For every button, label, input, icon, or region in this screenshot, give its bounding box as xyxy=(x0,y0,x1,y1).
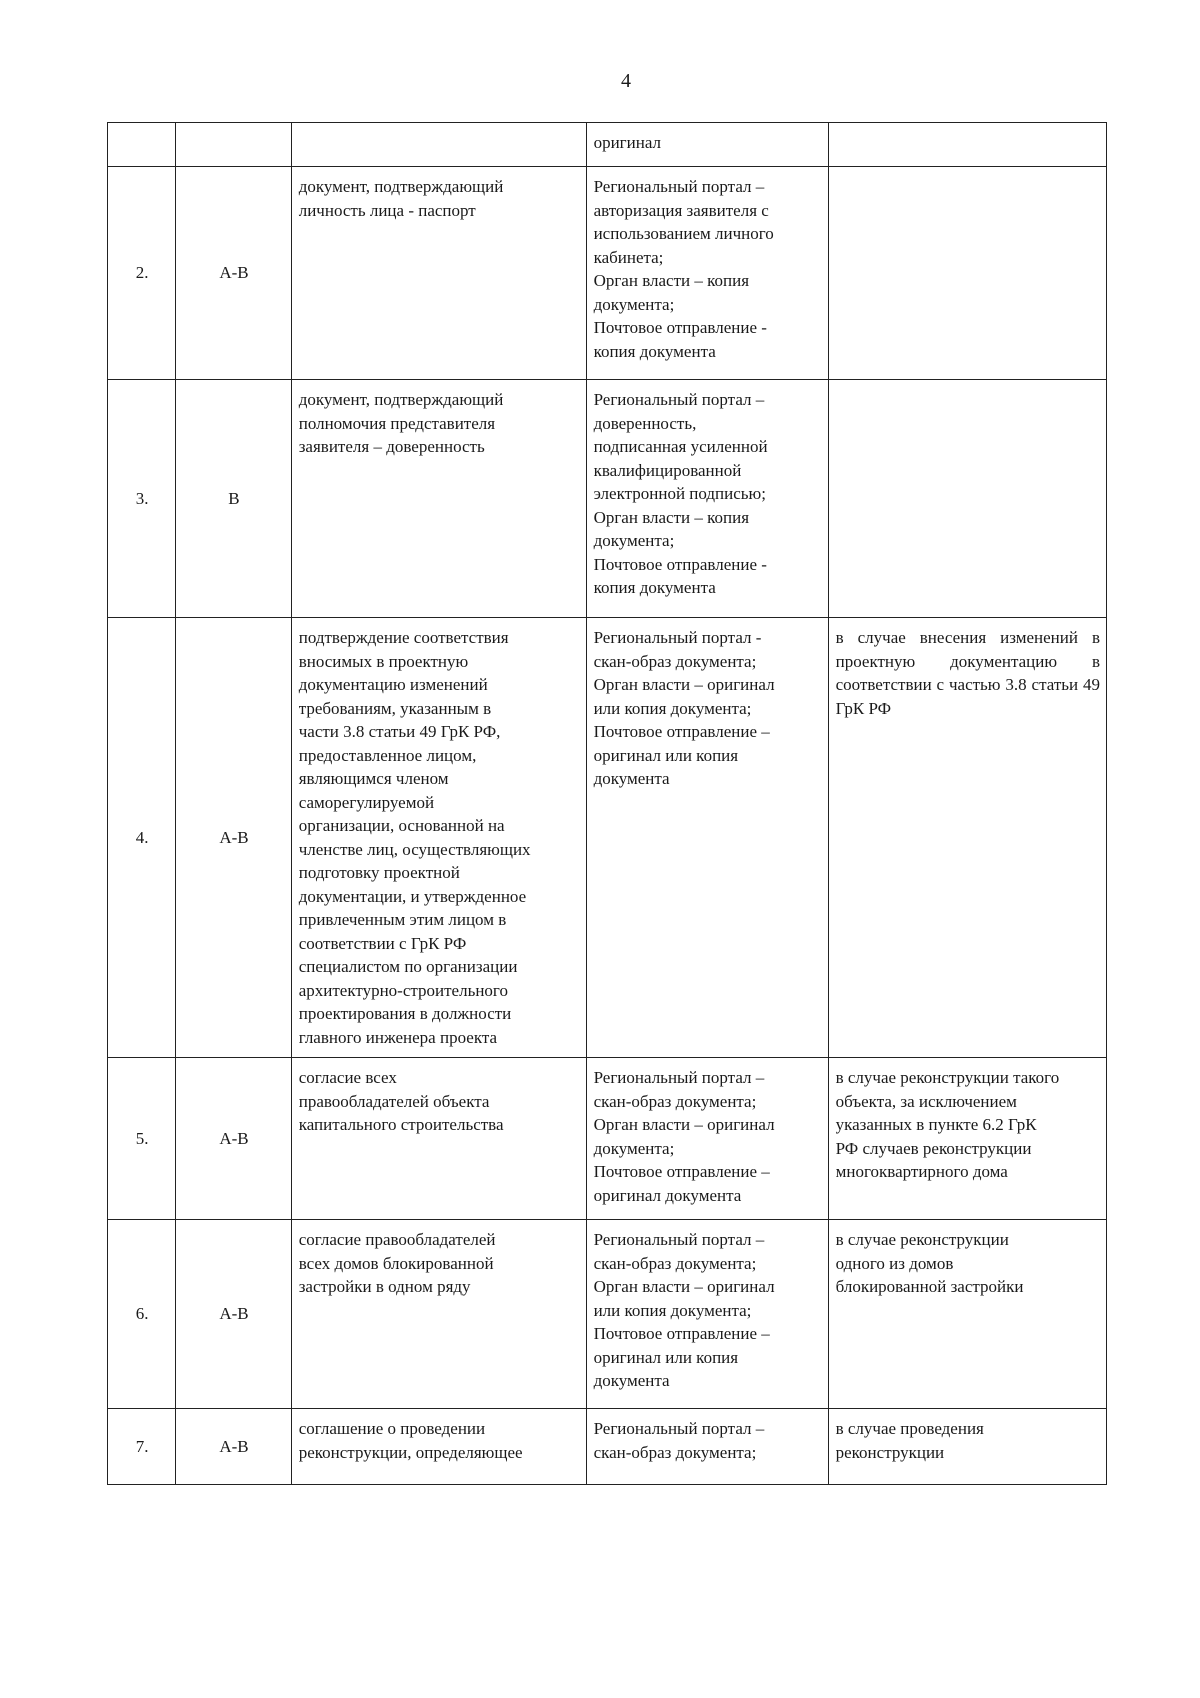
applicant-category: В xyxy=(176,380,292,618)
table-row xyxy=(108,618,1107,1058)
submission-condition: в случае реконструкции такого объекта, за исключением указанных в пункте 6.2 ГрК РФ случаев реконструкции многоквартирного дома xyxy=(828,1058,1106,1220)
submission-condition: в случае реконструкции одного из домов блокированной застройки xyxy=(828,1220,1106,1409)
row-number: 3. xyxy=(108,380,176,618)
submission-condition xyxy=(828,167,1106,380)
document-name: согласие всех правообладателей объекта капитального строительства xyxy=(291,1058,586,1220)
applicant-category xyxy=(176,123,292,167)
applicant-category: А-В xyxy=(176,618,292,1058)
submission-condition xyxy=(828,123,1106,167)
row-number: 5. xyxy=(108,1058,176,1220)
document-name: соглашение о проведении реконструкции, определяющее xyxy=(291,1409,586,1485)
row-number: 6. xyxy=(108,1220,176,1409)
table-row xyxy=(108,1058,1107,1220)
submission-form: Региональный портал – авторизация заявителя с использованием личного кабинета; Орган власти – копия документа; Почтовое отправление - копия документа xyxy=(586,167,828,380)
document-name: согласие правообладателей всех домов блокированной застройки в одном ряду xyxy=(291,1220,586,1409)
table-row xyxy=(108,167,1107,380)
table-row xyxy=(108,380,1107,618)
table-row xyxy=(108,1220,1107,1409)
document-name: документ, подтверждающий личность лица - паспорт xyxy=(291,167,586,380)
submission-condition: в случае внесения изменений в проектную документацию в соответствии с частью 3.8 статьи 49 ГрК РФ xyxy=(828,618,1106,1058)
applicant-category: А-В xyxy=(176,1220,292,1409)
submission-form: Региональный портал – скан-образ документа; Орган власти – оригинал документа; Почтовое отправление – оригинал документа xyxy=(586,1058,828,1220)
page-number: 4 xyxy=(621,70,631,92)
submission-form: оригинал xyxy=(586,123,828,167)
submission-form: Региональный портал – доверенность, подписанная усиленной квалифицированной электронной подписью; Орган власти – копия документа; Почтовое отправление - копия документа xyxy=(586,380,828,618)
document-name: документ, подтверждающий полномочия представителя заявителя – доверенность xyxy=(291,380,586,618)
applicant-category: А-В xyxy=(176,1058,292,1220)
documents-table xyxy=(107,122,1107,1485)
submission-condition: в случае проведения реконструкции xyxy=(828,1409,1106,1485)
table-row xyxy=(108,1409,1107,1485)
document-name xyxy=(291,123,586,167)
applicant-category: А-В xyxy=(176,167,292,380)
row-number: 2. xyxy=(108,167,176,380)
submission-condition xyxy=(828,380,1106,618)
row-number: 4. xyxy=(108,618,176,1058)
submission-form: Региональный портал – скан-образ документа; xyxy=(586,1409,828,1485)
table-row xyxy=(108,123,1107,167)
row-number: 7. xyxy=(108,1409,176,1485)
row-number xyxy=(108,123,176,167)
applicant-category: А-В xyxy=(176,1409,292,1485)
submission-form: Региональный портал - скан-образ документа; Орган власти – оригинал или копия документа; Почтовое отправление – оригинал или копия документа xyxy=(586,618,828,1058)
submission-form: Региональный портал – скан-образ документа; Орган власти – оригинал или копия документа; Почтовое отправление – оригинал или копия документа xyxy=(586,1220,828,1409)
document-name: подтверждение соответствия вносимых в проектную документацию изменений требованиям, указанным в части 3.8 статьи 49 ГрК РФ, предоставленное лицом, являющимся членом саморегулируемой организации, основанной на членстве лиц, осуществляющих подготовку проектной документации, и утвержденное привлеченным этим лицом в соответствии с ГрК РФ специалистом по организации архитектурно-строительного проектирования в должности главного инженера проекта xyxy=(291,618,586,1058)
